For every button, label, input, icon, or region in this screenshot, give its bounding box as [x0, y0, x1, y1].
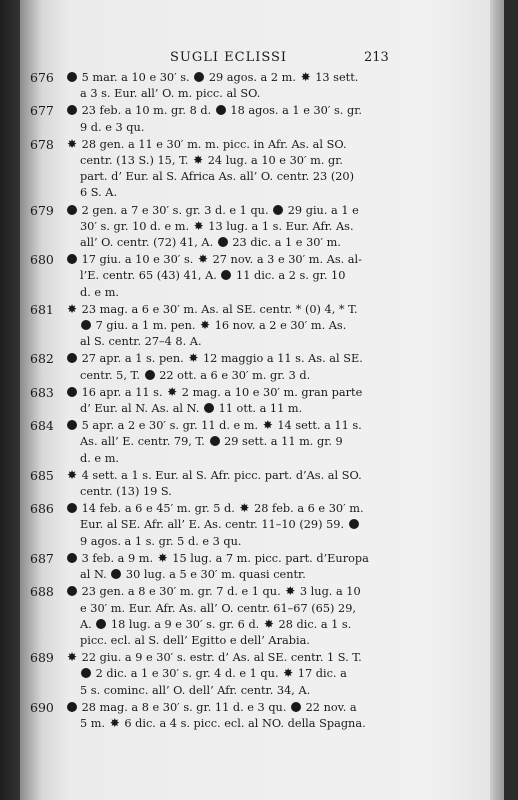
entry-line: part. d’ Eur. al S. Africa As. all’ O. centr. 23 (20) — [80, 170, 355, 184]
solar-eclipse-icon: ✸ — [239, 501, 250, 516]
solar-eclipse-icon: ✸ — [67, 650, 78, 665]
solar-eclipse-icon: ✸ — [193, 153, 204, 168]
lunar-eclipse-icon — [67, 702, 77, 712]
lunar-eclipse-icon — [67, 254, 77, 264]
entry-line: 16 apr. a 11 s. ✸ 2 mag. a 10 e 30′ m. gran parte — [66, 385, 470, 401]
solar-eclipse-icon: ✸ — [283, 666, 294, 681]
entry-line: 17 giu. a 10 e 30′ s. ✸ 27 nov. a 3 e 30′ m. As. al- — [66, 252, 470, 268]
entry-line: picc. ecl. al S. dell’ Egitto e dell’ Arabia. — [80, 633, 310, 647]
solar-eclipse-icon: ✸ — [197, 252, 208, 267]
entry-line: d. e m. — [80, 451, 119, 465]
lunar-eclipse-icon — [67, 503, 77, 513]
eclipse-entry — [30, 650, 470, 699]
lunar-eclipse-icon — [210, 436, 220, 446]
lunar-eclipse-icon — [273, 205, 283, 215]
solar-eclipse-icon: ✸ — [157, 550, 168, 565]
entry-line: centr. (13) 19 S. — [80, 485, 172, 499]
entry-line: al N. 30 lug. a 5 e 30′ m. quasi centr. — [80, 568, 306, 582]
eclipse-entry — [30, 468, 470, 500]
lunar-eclipse-icon — [96, 619, 106, 629]
entry-line: 14 feb. a 6 e 45′ m. gr. 5 d. ✸ 28 feb. a 6 e 30′ m. — [66, 501, 470, 517]
solar-eclipse-icon: ✸ — [109, 715, 120, 730]
entry-line: 6 S. A. — [80, 186, 118, 200]
entry-year: 684 — [30, 418, 54, 434]
entry-line: 30′ s. gr. 10 d. e m. ✸ 13 lug. a 1 s. Eur. Afr. As. — [80, 218, 354, 233]
entry-line: ✸ 28 gen. a 11 e 30′ m. m. picc. in Afr. As. al SO. — [67, 136, 347, 151]
entry-line: d’ Eur. al N. As. al N. 11 ott. a 11 m. — [80, 402, 303, 416]
entry-line: 23 feb. a 10 m. gr. 8 d. 18 agos. a 1 e 30′ s. gr. — [66, 103, 470, 119]
lunar-eclipse-icon — [67, 105, 77, 115]
entry-line: e 30′ m. Eur. Afr. As. all’ O. centr. 61–67 (65) 29, — [80, 601, 357, 615]
solar-eclipse-icon: ✸ — [67, 467, 78, 482]
lunar-eclipse-icon — [216, 105, 226, 115]
lunar-eclipse-icon — [81, 320, 91, 330]
solar-eclipse-icon: ✸ — [67, 136, 78, 151]
lunar-eclipse-icon — [67, 387, 77, 397]
entry-year: 681 — [30, 301, 54, 317]
entry-year: 683 — [30, 384, 54, 400]
solar-eclipse-icon: ✸ — [67, 301, 78, 316]
page-header — [20, 50, 504, 70]
solar-eclipse-icon: ✸ — [167, 384, 178, 399]
entry-line: 9 d. e 3 qu. — [80, 120, 145, 134]
lunar-eclipse-icon — [204, 403, 214, 413]
solar-eclipse-icon: ✸ — [193, 218, 204, 233]
entry-line: al S. centr. 27–4 8. A. — [80, 335, 202, 349]
eclipse-entry — [30, 70, 470, 102]
entry-line: ✸ 22 giu. a 9 e 30′ s. estr. d’ As. al SE. centr. 1 S. T. — [67, 650, 362, 665]
lunar-eclipse-icon — [67, 72, 77, 82]
entry-line: 2 dic. a 1 e 30′ s. gr. 4 d. e 1 qu. ✸ 17 dic. a — [66, 666, 470, 682]
entry-line: centr. (13 S.) 15, T. ✸ 24 lug. a 10 e 30′ m. gr. — [80, 153, 343, 168]
running-title: SUGLI ECLISSI — [170, 50, 288, 65]
entry-line: 5 apr. a 2 e 30′ s. gr. 11 d. e m. ✸ 14 sett. a 11 s. — [66, 418, 470, 434]
entry-line: 2 gen. a 7 e 30′ s. gr. 3 d. e 1 qu. 29 giu. a 1 e — [66, 203, 470, 219]
book-page — [20, 0, 504, 800]
entry-line: Eur. al SE. Afr. all’ E. As. centr. 11–10 (29) 59. — [66, 517, 470, 533]
page-edge — [490, 0, 504, 800]
lunar-eclipse-icon — [291, 702, 301, 712]
entry-year: 680 — [30, 252, 54, 268]
entry-line: 9 agos. a 1 s. gr. 5 d. e 3 qu. — [80, 534, 242, 548]
entry-line: l’E. centr. 65 (43) 41, A. 11 dic. a 2 s. gr. 10 — [80, 269, 346, 283]
entry-year: 676 — [30, 70, 54, 85]
solar-eclipse-icon: ✸ — [300, 70, 311, 84]
eclipse-entry — [30, 385, 470, 417]
solar-eclipse-icon: ✸ — [200, 318, 211, 333]
lunar-eclipse-icon — [221, 270, 231, 280]
page-number: 213 — [364, 50, 389, 65]
eclipse-entry — [30, 103, 470, 135]
lunar-eclipse-icon — [218, 237, 228, 247]
entry-year: 689 — [30, 650, 54, 666]
lunar-eclipse-icon — [67, 205, 77, 215]
eclipse-entry — [30, 700, 470, 732]
entry-year: 678 — [30, 136, 54, 152]
entry-line: 27 apr. a 1 s. pen. ✸ 12 maggio a 11 s. As. al SE. — [66, 351, 470, 367]
entry-line: centr. 5, T. 22 ott. a 6 e 30′ m. gr. 3 d. — [80, 368, 311, 382]
entry-line: A. 18 lug. a 9 e 30′ s. gr. 6 d. ✸ 28 dic. a 1 s. — [80, 616, 352, 631]
solar-eclipse-icon: ✸ — [285, 584, 296, 599]
entry-line: 5 mar. a 10 e 30′ s. 29 agos. a 2 m. ✸ 13 sett. — [66, 70, 470, 86]
lunar-eclipse-icon — [145, 370, 155, 380]
solar-eclipse-icon: ✸ — [263, 616, 274, 631]
entry-line: ✸ 4 sett. a 1 s. Eur. al S. Afr. picc. part. d’As. al SO. — [67, 467, 362, 482]
eclipse-entry — [30, 137, 470, 202]
lunar-eclipse-icon — [67, 586, 77, 596]
lunar-eclipse-icon — [349, 519, 359, 529]
lunar-eclipse-icon — [67, 420, 77, 430]
entry-year: 679 — [30, 202, 54, 218]
entry-line: As. all’ E. centr. 79, T. 29 sett. a 11 m. gr. 9 — [80, 435, 343, 449]
entry-year: 688 — [30, 584, 54, 600]
eclipse-entry — [30, 252, 470, 301]
entry-year: 687 — [30, 550, 54, 566]
eclipse-entry — [30, 418, 470, 467]
entry-line: 23 gen. a 8 e 30′ m. gr. 7 d. e 1 qu. ✸ 3 lug. a 10 — [66, 584, 470, 600]
lunar-eclipse-icon — [81, 668, 91, 678]
lunar-eclipse-icon — [111, 569, 121, 579]
lunar-eclipse-icon — [67, 553, 77, 563]
entry-line: 7 giu. a 1 m. pen. ✸ 16 nov. a 2 e 30′ m. As. — [66, 318, 470, 334]
lunar-eclipse-icon — [67, 353, 77, 363]
entry-year: 677 — [30, 103, 54, 119]
eclipse-entry — [30, 351, 470, 383]
solar-eclipse-icon: ✸ — [188, 351, 199, 366]
entry-line: all’ O. centr. (72) 41, A. 23 dic. a 1 e 30′ m. — [80, 236, 341, 250]
entry-line: a 3 s. Eur. all’ O. m. picc. al SO. — [80, 87, 261, 101]
entry-year: 690 — [30, 699, 54, 715]
entry-year: 682 — [30, 351, 54, 367]
eclipse-entries-list — [30, 70, 470, 733]
eclipse-entry — [30, 551, 470, 583]
entry-year: 685 — [30, 467, 54, 483]
entry-line: 5 s. cominc. all’ O. dell’ Afr. centr. 34, A. — [80, 683, 311, 697]
entry-line: 28 mag. a 8 e 30′ s. gr. 11 d. e 3 qu. 22 nov. a — [66, 700, 470, 716]
eclipse-entry — [30, 501, 470, 550]
lunar-eclipse-icon — [194, 72, 204, 82]
eclipse-entry — [30, 302, 470, 351]
eclipse-entry — [30, 584, 470, 649]
entry-line: 3 feb. a 9 m. ✸ 15 lug. a 7 m. picc. part. d’Europa — [66, 551, 470, 567]
entry-line: ✸ 23 mag. a 6 e 30′ m. As. al SE. centr. * (0) 4, * T. — [67, 301, 358, 316]
entry-line: 5 m. ✸ 6 dic. a 4 s. picc. ecl. al NO. della Spagna. — [80, 715, 366, 730]
entry-year: 686 — [30, 501, 54, 517]
entry-line: d. e m. — [80, 285, 119, 299]
solar-eclipse-icon: ✸ — [262, 418, 273, 433]
eclipse-entry — [30, 203, 470, 252]
